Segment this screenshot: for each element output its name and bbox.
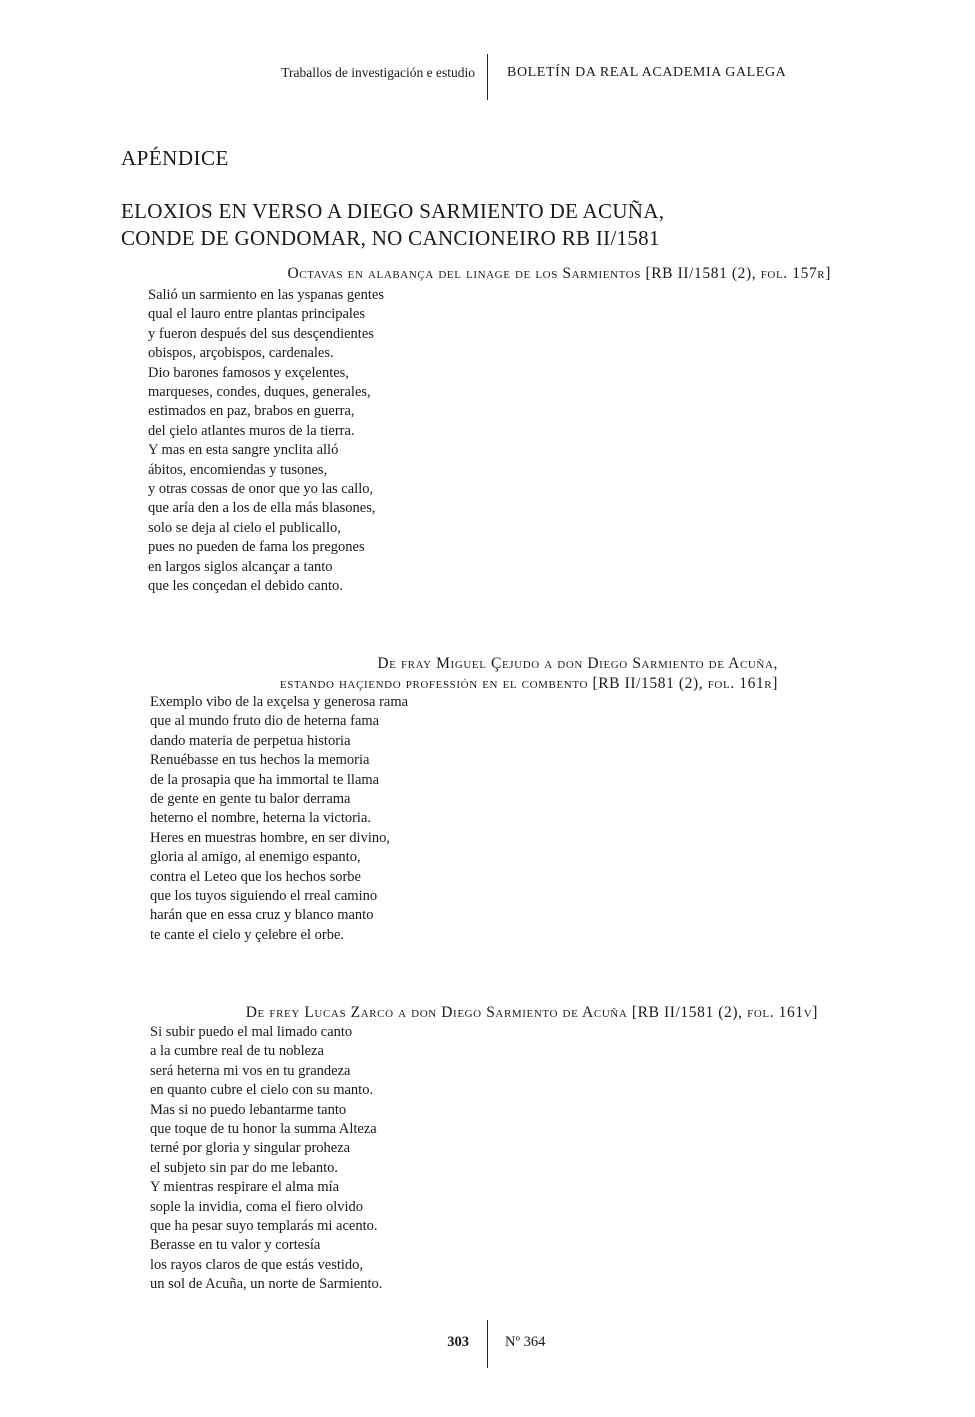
verse-line: que al mundo fruto dio de heterna fama bbox=[150, 713, 380, 730]
verse-line: heterno el nombre, heterna la victoria. bbox=[150, 810, 372, 827]
verse-line: en quanto cubre el cielo con su manto. bbox=[150, 1082, 374, 1099]
verse-line: Salió un sarmiento en las yspanas gentes bbox=[148, 287, 384, 303]
poem-heading bbox=[246, 1003, 818, 1023]
poem-heading bbox=[287, 264, 831, 284]
verse-line: pues no pueden de fama los pregones bbox=[148, 539, 365, 556]
verse-line: a la cumbre real de tu nobleza bbox=[150, 1043, 324, 1060]
verse-line: Y mientras respirare el alma mía bbox=[150, 1179, 340, 1196]
poem-verses bbox=[148, 286, 384, 597]
verse-line: marqueses, condes, duques, generales, bbox=[148, 384, 371, 401]
verse-line: dando materia de perpetua historia bbox=[150, 732, 351, 749]
verse-line: y fueron después del sus desçendientes bbox=[148, 325, 374, 342]
footer-divider bbox=[487, 1320, 488, 1368]
poem-heading bbox=[280, 654, 778, 694]
header-divider bbox=[487, 54, 488, 100]
verse-line: Exemplo vibo de la exçelsa y generosa rama bbox=[150, 694, 409, 710]
verse-line: ábitos, encomiendas y tusones, bbox=[148, 461, 328, 478]
verse-line: sople la invidia, coma el fiero olvido bbox=[150, 1198, 364, 1215]
verse-line: Renuébasse en tus hechos la memoria bbox=[150, 752, 370, 769]
verse-line: que ha pesar suyo templarás mi acento. bbox=[150, 1218, 378, 1235]
running-header bbox=[0, 54, 975, 100]
verse-line: del çielo atlantes muros de la tierra. bbox=[148, 422, 355, 439]
poem-heading-line: Octavas en alabança del linage de los Sarmientos [RB II/1581 (2), fol. 157r] bbox=[287, 265, 831, 282]
verse-line: Si subir puedo el mal limado canto bbox=[150, 1024, 353, 1040]
verse-line: será heterna mi vos en tu grandeza bbox=[150, 1062, 351, 1079]
poem-heading-line: De fray Miguel Çejudo a don Diego Sarmiento de Acuña, bbox=[377, 655, 778, 672]
verse-line: terné por gloria y singular proheza bbox=[150, 1140, 351, 1157]
verse-line: que toque de tu honor la summa Alteza bbox=[150, 1121, 377, 1138]
poem-verses bbox=[150, 1023, 382, 1295]
poem-heading-line: De frey Lucas Zarco a don Diego Sarmiento de Acuña [RB II/1581 (2), fol. 161v] bbox=[245, 1004, 818, 1021]
verse-line: harán que en essa cruz y blanco manto bbox=[150, 907, 374, 924]
header-journal-title: BOLETÍN DA REAL ACADEMIA GALEGA bbox=[507, 65, 787, 80]
section-title bbox=[121, 198, 664, 252]
section-title-line: ELOXIOS EN VERSO A DIEGO SARMIENTO DE ACUÑA, bbox=[121, 199, 665, 223]
appendix-title: APÉNDICE bbox=[121, 146, 229, 170]
header-section-label: Traballos de investigación e estudio bbox=[281, 65, 475, 80]
verse-line: y otras cossas de onor que yo las callo, bbox=[148, 481, 374, 498]
verse-line: Y mas en esta sangre ynclita alló bbox=[148, 442, 339, 459]
verse-line: que les conçedan el debido canto. bbox=[148, 578, 343, 595]
page-number: 303 bbox=[447, 1334, 469, 1350]
verse-line: Berasse en tu valor y cortesía bbox=[150, 1237, 321, 1254]
verse-line: que aría den a los de ella más blasones, bbox=[148, 500, 376, 517]
verse-line: que los tuyos siguiendo el rreal camino bbox=[150, 888, 378, 905]
verse-line: te cante el cielo y çelebre el orbe. bbox=[150, 926, 345, 943]
verse-line: los rayos claros de que estás vestido, bbox=[150, 1256, 364, 1273]
page-footer bbox=[0, 1320, 975, 1368]
poem-heading-line: estando haçiendo professión en el combento [RB II/1581 (2), fol. 161r] bbox=[279, 675, 778, 692]
verse-line: el subjeto sin par do me lebanto. bbox=[150, 1159, 339, 1176]
verse-line: obispos, arçobispos, cardenales. bbox=[148, 345, 334, 362]
verse-line: un sol de Acuña, un norte de Sarmiento. bbox=[150, 1276, 383, 1293]
verse-line: en largos siglos alcançar a tanto bbox=[148, 558, 333, 575]
verse-line: Dio barones famosos y exçelentes, bbox=[148, 364, 349, 381]
verse-line: de gente en gente tu balor derrama bbox=[150, 791, 351, 808]
verse-line: qual el lauro entre plantas principales bbox=[148, 306, 366, 323]
poem-verses bbox=[150, 693, 408, 945]
verse-line: de la prosapia que ha immortal te llama bbox=[150, 771, 380, 788]
verse-line: solo se deja al cielo el publicallo, bbox=[148, 519, 341, 536]
verse-line: estimados en paz, brabos en guerra, bbox=[148, 403, 355, 420]
issue-number: Nº 364 bbox=[505, 1334, 546, 1350]
verse-line: contra el Leteo que los hechos sorbe bbox=[150, 868, 361, 885]
verse-line: Heres en muestras hombre, en ser divino, bbox=[150, 829, 390, 846]
verse-line: Mas si no puedo lebantarme tanto bbox=[150, 1101, 347, 1118]
verse-line: gloria al amigo, al enemigo espanto, bbox=[150, 849, 361, 866]
section-title-line: CONDE DE GONDOMAR, NO CANCIONEIRO RB II/1581 bbox=[121, 226, 660, 250]
